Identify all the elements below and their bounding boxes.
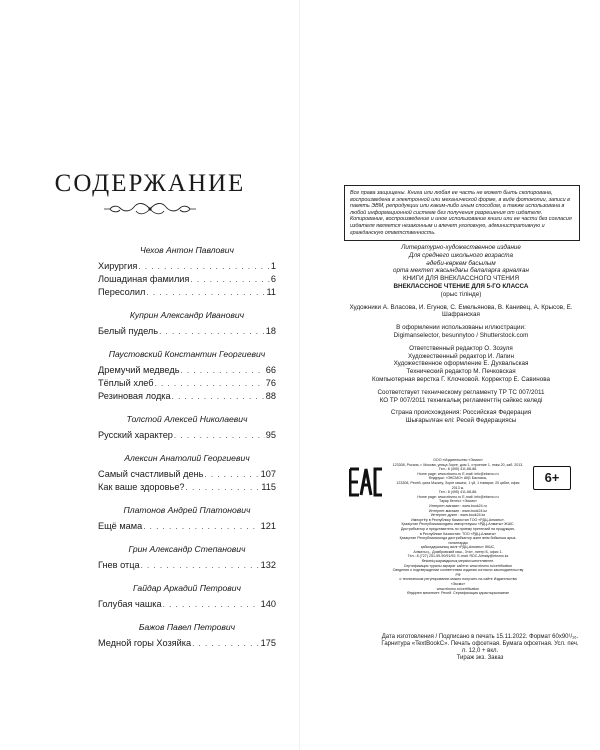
kz-genre-line: әдеби-көркем басылым <box>426 259 496 267</box>
toc-author: Гайдар Аркадий Петрович <box>133 583 241 593</box>
leader-dots <box>204 468 259 481</box>
toc-entry[interactable] <box>98 637 276 650</box>
genre-line: Литературно-художественное издание <box>401 244 521 251</box>
toc-author: Бажов Павел Петрович <box>138 622 236 632</box>
toc-entry[interactable] <box>98 481 276 494</box>
leader-dots <box>174 429 265 442</box>
toc-entry-title: Гнев отца <box>98 560 140 570</box>
leader-dots <box>146 286 265 299</box>
publisher-line: Интернет-дүкен : www.book24.kz <box>430 513 486 518</box>
toc-entry-page: 6 <box>270 274 276 284</box>
toc-entry-title: Лошадиная фамилия <box>98 274 190 284</box>
toc-section <box>98 621 276 650</box>
publisher-line: Өндіруші: «ЭКСМО» АҚБ Баспасы, <box>428 476 488 481</box>
leader-dots <box>141 559 260 572</box>
publisher-line: Өнімнің жарамдылық мерзімі шектелмеген. <box>421 559 495 564</box>
origin-line: Страна происхождения: Российская Федерация <box>390 409 532 417</box>
toc-entry[interactable] <box>98 559 276 572</box>
publisher-line: Сертификация туралы ақпарат сайтта: www.eksmo.ru/certification <box>403 563 513 568</box>
toc-entry-title: Русский характер <box>98 430 173 440</box>
toc-section <box>98 309 276 338</box>
toc-entry-page: 132 <box>260 560 276 570</box>
leader-dots <box>190 273 269 286</box>
toc-entry-page: 66 <box>265 365 276 375</box>
toc-author: Платонов Андрей Платонович <box>123 505 251 515</box>
publisher-line: www.eksmo.ru/certification <box>436 586 480 591</box>
leader-dots <box>180 364 264 377</box>
origin-kz-line: Шығарылған елі: Ресей Федерациясы <box>405 417 517 425</box>
toc-section <box>98 413 276 442</box>
toc-entry-title: Ещё мама <box>98 521 143 531</box>
toc-entry[interactable] <box>98 468 276 481</box>
regulation-line: Соответствует техническому регламенту ТР ТС 007/2011 <box>377 388 545 396</box>
leader-dots <box>192 637 260 650</box>
toc-entry-title: Самый счастливый день <box>98 469 204 479</box>
imprint-page <box>300 0 600 750</box>
artists-line: Художники А. Власова, И. Егунов, С. Емельянова, В. Канивец, А. Крысов, Е. Шафранская <box>349 303 573 319</box>
publisher-line: Импортёр в Республику Казахстан ТОО «РДЦ-Алматы». <box>411 517 505 522</box>
toc-author: Толстой Алексей Николаевич <box>126 414 248 424</box>
leader-dots <box>163 598 260 611</box>
toc-section <box>98 452 276 494</box>
toc-author: Куприн Александр Иванович <box>129 310 245 320</box>
toc-entry[interactable] <box>98 364 276 377</box>
print-detail-line: Тираж экз. Заказ <box>456 655 504 661</box>
publisher-line: Тауар белгісі: «Эксмо» <box>439 499 477 504</box>
toc-entry-title: Как ваше здоровье? <box>98 482 185 492</box>
leader-dots <box>155 377 265 390</box>
toc-entry-page: 11 <box>266 287 276 297</box>
eac-mark-icon <box>349 467 383 497</box>
toc-entry-page: 1 <box>270 261 276 271</box>
publisher-line: Тел.: 8 (495) 411-68-86. <box>438 467 478 472</box>
publisher-line: Алматы қ., Домбровский көш., 3«а», литер Б, офис 1. <box>413 549 503 554</box>
book-title: ВНЕКЛАССНОЕ ЧТЕНИЕ ДЛЯ 5-ГО КЛАССА <box>393 282 529 290</box>
toc-section <box>98 504 276 533</box>
publisher-line: Интернет-магазин : www.book24.ru <box>429 503 487 508</box>
series-line: КНИГИ ДЛЯ ВНЕКЛАССНОГО ЧТЕНИЯ <box>402 275 520 283</box>
toc-section <box>98 582 276 611</box>
page-title: СОДЕРЖАНИЕ <box>54 170 246 197</box>
toc-entry[interactable] <box>98 598 276 611</box>
illustrations-source: Digimanselector, besunnytoo / Shutterstock.com <box>393 331 529 339</box>
toc-entry-title: Хирургия <box>98 261 138 271</box>
toc-entry-page: 115 <box>261 482 276 492</box>
imprint-block <box>344 244 578 425</box>
publisher-line: 123308, Россия, г. Москва, улица Зорге, дом 1, строение 1, этаж 20, каб. 2013. <box>392 462 524 467</box>
toc-section <box>98 348 276 403</box>
toc-entry-title: Голубая чашка <box>98 599 162 609</box>
toc-entry[interactable] <box>98 260 276 273</box>
toc-entry[interactable] <box>98 273 276 286</box>
staff-line: Компьютерная верстка Г. Клочковой. Корректор Е. Савинова <box>371 375 550 383</box>
toc-section <box>98 244 276 299</box>
toc-entry-title: Тёплый хлеб <box>98 378 154 388</box>
leader-dots <box>172 390 265 403</box>
staff-line: Технический редактор М. Печковская <box>406 368 516 376</box>
leader-dots <box>138 260 270 273</box>
toc-entry-title: Пересолил <box>98 287 146 297</box>
toc-entry-page: 107 <box>260 469 276 479</box>
toc-entry[interactable] <box>98 325 276 338</box>
toc-entry-page: 18 <box>265 326 276 336</box>
leader-dots <box>159 325 265 338</box>
leader-dots <box>186 481 261 494</box>
publisher-line: Қазақстан Республикасындағы импорттаушы «РДЦ-Алматы» ЖШС. <box>401 522 515 527</box>
staff-line: Художественное оформление Е. Духвальская <box>393 360 529 368</box>
kz-audience-line: орта мектеп жасындағы балаларға арналған <box>392 267 530 275</box>
print-detail-line: Дата изготовления / Подписано в печать 15.11.2022. Формат 60x90¹/₁₆. <box>381 634 579 640</box>
regulation-kz-line: КО ТР 007/2011 техникалық регламенттің сәйкес келеді <box>379 396 543 404</box>
audience-line: Для среднего школьного возраста <box>409 251 513 259</box>
copyright-notice: Все права защищены. Книга или любая ее часть не может быть скопирована, воспроизведена в электронной или механической форме, в виде фотокопии, записи в память ЭВМ, репродукции или каким-либо иным способом, а также использована в любой информационной системе без получения разрешения от издателя. Копирование, воспроизведение и иное использование книги или ее части без согласия издателя является незаконным и влечет уголовную, административную и гражданскую ответственность. <box>344 185 580 241</box>
publisher-line: Интернет-магазин : www.book24.kz <box>428 508 488 513</box>
publisher-line: о техническом регулировании можно получить на сайте Издательства «Эксмо» <box>399 577 517 587</box>
toc-entry-page: 140 <box>260 599 276 609</box>
print-details <box>380 634 580 662</box>
publisher-details <box>392 458 524 596</box>
publisher-line: Қазақстан Республикасында дистрибьютор және өнім бойынша арыз-талаптарды <box>399 536 517 545</box>
toc-entry[interactable] <box>98 520 276 533</box>
staff-line: Ответственный редактор О. Зозуля <box>409 344 513 352</box>
leader-dots <box>143 520 259 533</box>
toc-author: Чехов Антон Павлович <box>139 245 234 255</box>
toc-entry[interactable] <box>98 429 276 442</box>
toc-entry-page: 88 <box>265 391 276 401</box>
publisher-line: 123308, Ресей, қала Мәскеу, Зорге көшесі, 1 үй, 1 ғимарат, 20 қабат, офис 2013 ж. <box>396 480 520 490</box>
publisher-line: Дистрибьютор и представитель по приему претензий на продукцию, <box>400 526 516 531</box>
staff-line: Художественный редактор И. Лапин <box>408 352 514 360</box>
toc-entry-title: Белый пудель <box>98 326 159 336</box>
toc-entry-page: 76 <box>265 378 276 388</box>
publisher-line: қабылдаушының өкілі «РДЦ-Алматы» ЖШС, <box>420 545 496 550</box>
toc-section <box>98 543 276 572</box>
toc-entry[interactable] <box>98 377 276 390</box>
publisher-line: Тел.: 8 (495) 411-68-86. <box>438 490 478 495</box>
age-rating-badge: 6+ <box>533 466 571 490</box>
publisher-line: ООО «Издательство «Эксмо» <box>433 458 483 462</box>
publisher-line: Тел.: 8 (727) 251-59-90/91/92; E-mail: RDC-Almaty@eksmo.kz <box>407 554 509 559</box>
toc-entry-page: 95 <box>265 430 276 440</box>
print-detail-line: Гарнитура «TextBookC». Печать офсетная. Бумага офсетная. Усл. печ. л. 12,0 + вкл. <box>381 641 579 654</box>
toc-entry-title: Медной горы Хозяйка <box>98 638 192 648</box>
illustrations-label: В оформлении использованы иллюстрации: <box>396 324 526 332</box>
toc-entry-page: 121 <box>260 521 276 531</box>
toc-author: Паустовский Константин Георгиевич <box>108 349 266 359</box>
toc-entry[interactable] <box>98 390 276 403</box>
publisher-line: в Республике Казахстан: ТОО «РДЦ-Алматы» <box>419 531 497 536</box>
toc-author: Грин Александр Степанович <box>128 544 246 554</box>
staff-list <box>344 345 578 384</box>
publisher-line: Home page: www.eksmo.ru E-mail: info@eksmo.ru <box>417 471 499 476</box>
publisher-line: Home page: www.eksmo.ru E-mail: info@eksmo.ru <box>417 494 499 499</box>
publisher-line: Өндірген мемлекет: Ресей. Сертификация қарастырылмаған <box>407 591 509 596</box>
language-line: (орыс тілінде) <box>440 290 482 298</box>
toc-entry[interactable] <box>98 286 276 299</box>
toc-entry-title: Резиновая лодка <box>98 391 171 401</box>
toc-entry-page: 175 <box>260 638 276 648</box>
toc-entry-title: Дремучий медведь <box>98 365 180 375</box>
publisher-line: Сведения о подтверждении соответствия издания согласно законодательству РФ <box>392 568 524 577</box>
toc-author: Алексин Анатолий Георгиевич <box>124 453 250 463</box>
table-of-contents <box>98 244 276 660</box>
flourish-ornament-icon <box>100 200 200 218</box>
